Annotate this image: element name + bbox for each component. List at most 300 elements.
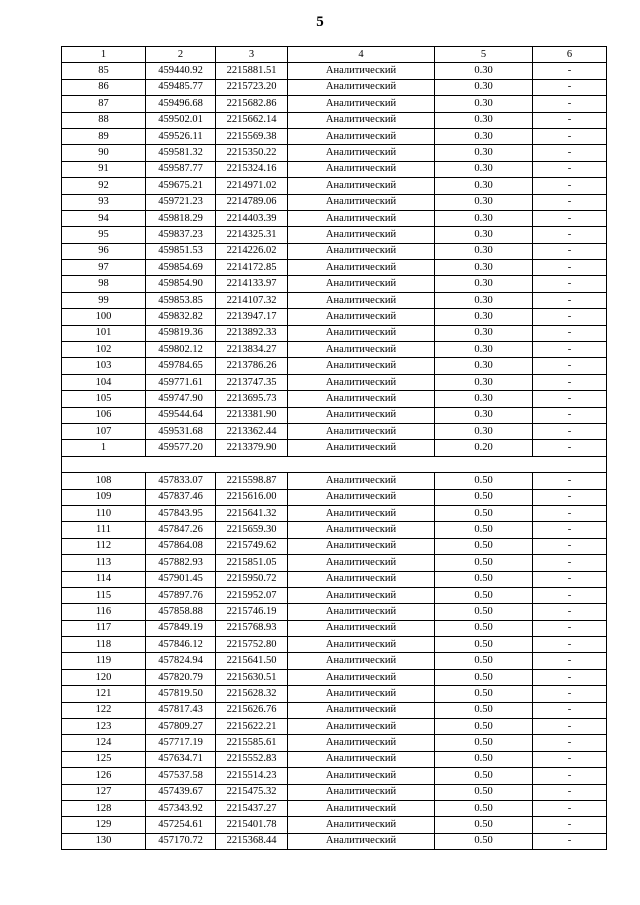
header-cell-method: 4 <box>288 47 435 63</box>
x-coordinate-cell: 457439.67 <box>146 784 216 800</box>
description-cell: - <box>533 145 607 161</box>
method-cell: Аналитический <box>288 423 435 439</box>
point-number-cell: 121 <box>62 686 146 702</box>
precision-cell: 0.30 <box>435 325 533 341</box>
point-number-cell: 100 <box>62 309 146 325</box>
table-row <box>62 833 607 849</box>
precision-cell: 0.30 <box>435 309 533 325</box>
precision-cell <box>435 456 533 472</box>
precision-cell: 0.30 <box>435 260 533 276</box>
point-number-cell: 90 <box>62 145 146 161</box>
point-number-cell: 105 <box>62 391 146 407</box>
table-row <box>62 292 607 308</box>
description-cell: - <box>533 342 607 358</box>
y-coordinate-cell: 2213379.90 <box>216 440 288 456</box>
y-coordinate-cell: 2215475.32 <box>216 784 288 800</box>
precision-cell: 0.30 <box>435 96 533 112</box>
method-cell: Аналитический <box>288 128 435 144</box>
method-cell: Аналитический <box>288 374 435 390</box>
table-row <box>62 391 607 407</box>
description-cell: - <box>533 686 607 702</box>
y-coordinate-cell: 2215749.62 <box>216 538 288 554</box>
description-cell: - <box>533 669 607 685</box>
precision-cell: 0.50 <box>435 719 533 735</box>
y-coordinate-cell: 2214403.39 <box>216 210 288 226</box>
y-coordinate-cell: 2213362.44 <box>216 423 288 439</box>
description-cell: - <box>533 702 607 718</box>
y-coordinate-cell: 2215752.80 <box>216 637 288 653</box>
method-cell: Аналитический <box>288 522 435 538</box>
table-row-separator <box>62 456 607 472</box>
description-cell: - <box>533 768 607 784</box>
x-coordinate-cell: 459818.29 <box>146 210 216 226</box>
precision-cell: 0.50 <box>435 604 533 620</box>
point-number-cell: 125 <box>62 751 146 767</box>
point-number-cell: 127 <box>62 784 146 800</box>
table-row <box>62 669 607 685</box>
point-number-cell: 118 <box>62 637 146 653</box>
table-row <box>62 702 607 718</box>
point-number-cell: 98 <box>62 276 146 292</box>
method-cell: Аналитический <box>288 669 435 685</box>
x-coordinate-cell: 459587.77 <box>146 161 216 177</box>
table-row <box>62 325 607 341</box>
description-cell: - <box>533 178 607 194</box>
method-cell: Аналитический <box>288 440 435 456</box>
method-cell: Аналитический <box>288 637 435 653</box>
x-coordinate-cell: 459832.82 <box>146 309 216 325</box>
x-coordinate-cell: 457846.12 <box>146 637 216 653</box>
precision-cell: 0.30 <box>435 112 533 128</box>
method-cell: Аналитический <box>288 833 435 849</box>
table-row <box>62 800 607 816</box>
x-coordinate-cell: 457847.26 <box>146 522 216 538</box>
y-coordinate-cell: 2215585.61 <box>216 735 288 751</box>
description-cell: - <box>533 620 607 636</box>
x-coordinate-cell: 459771.61 <box>146 374 216 390</box>
precision-cell: 0.30 <box>435 391 533 407</box>
table-row <box>62 620 607 636</box>
table-row <box>62 505 607 521</box>
table-row <box>62 751 607 767</box>
description-cell: - <box>533 358 607 374</box>
point-number-cell: 103 <box>62 358 146 374</box>
precision-cell: 0.50 <box>435 669 533 685</box>
y-coordinate-cell: 2214172.85 <box>216 260 288 276</box>
y-coordinate-cell: 2214107.32 <box>216 292 288 308</box>
table-row <box>62 735 607 751</box>
x-coordinate-cell: 459854.90 <box>146 276 216 292</box>
x-coordinate-cell: 457634.71 <box>146 751 216 767</box>
precision-cell: 0.30 <box>435 161 533 177</box>
y-coordinate-cell: 2213786.26 <box>216 358 288 374</box>
y-coordinate-cell: 2215950.72 <box>216 571 288 587</box>
x-coordinate-cell: 459675.21 <box>146 178 216 194</box>
table-row <box>62 194 607 210</box>
y-coordinate-cell: 2215626.76 <box>216 702 288 718</box>
x-coordinate-cell: 457717.19 <box>146 735 216 751</box>
precision-cell: 0.50 <box>435 735 533 751</box>
point-number-cell: 85 <box>62 63 146 79</box>
precision-cell: 0.30 <box>435 227 533 243</box>
description-cell: - <box>533 555 607 571</box>
precision-cell: 0.50 <box>435 555 533 571</box>
point-number-cell: 104 <box>62 374 146 390</box>
precision-cell: 0.50 <box>435 489 533 505</box>
description-cell: - <box>533 374 607 390</box>
method-cell: Аналитический <box>288 538 435 554</box>
method-cell: Аналитический <box>288 391 435 407</box>
point-number-cell: 1 <box>62 440 146 456</box>
description-cell: - <box>533 194 607 210</box>
table-row <box>62 260 607 276</box>
point-number-cell: 120 <box>62 669 146 685</box>
y-coordinate-cell: 2213381.90 <box>216 407 288 423</box>
point-number-cell: 106 <box>62 407 146 423</box>
point-number-cell: 112 <box>62 538 146 554</box>
method-cell: Аналитический <box>288 161 435 177</box>
table-row <box>62 96 607 112</box>
x-coordinate-cell: 459581.32 <box>146 145 216 161</box>
point-number-cell: 97 <box>62 260 146 276</box>
description-cell: - <box>533 653 607 669</box>
precision-cell: 0.50 <box>435 833 533 849</box>
point-number-cell: 111 <box>62 522 146 538</box>
y-coordinate-cell: 2214226.02 <box>216 243 288 259</box>
header-cell-x: 2 <box>146 47 216 63</box>
table-row <box>62 784 607 800</box>
point-number-cell: 126 <box>62 768 146 784</box>
point-number-cell: 123 <box>62 719 146 735</box>
precision-cell: 0.50 <box>435 473 533 489</box>
x-coordinate-cell: 457833.07 <box>146 473 216 489</box>
description-cell: - <box>533 538 607 554</box>
x-coordinate-cell: 457537.58 <box>146 768 216 784</box>
precision-cell: 0.30 <box>435 128 533 144</box>
description-cell: - <box>533 128 607 144</box>
precision-cell: 0.50 <box>435 505 533 521</box>
description-cell: - <box>533 440 607 456</box>
precision-cell: 0.50 <box>435 637 533 653</box>
table-row <box>62 178 607 194</box>
method-cell: Аналитический <box>288 96 435 112</box>
table-row <box>62 473 607 489</box>
x-coordinate-cell: 457819.50 <box>146 686 216 702</box>
y-coordinate-cell: 2214789.06 <box>216 194 288 210</box>
point-number-cell: 109 <box>62 489 146 505</box>
point-number-cell: 94 <box>62 210 146 226</box>
precision-cell: 0.30 <box>435 63 533 79</box>
description-cell: - <box>533 800 607 816</box>
precision-cell: 0.50 <box>435 768 533 784</box>
y-coordinate-cell: 2215641.50 <box>216 653 288 669</box>
y-coordinate-cell: 2213947.17 <box>216 309 288 325</box>
x-coordinate-cell: 459802.12 <box>146 342 216 358</box>
description-cell: - <box>533 161 607 177</box>
point-number-cell: 116 <box>62 604 146 620</box>
table-row <box>62 653 607 669</box>
x-coordinate-cell: 457817.43 <box>146 702 216 718</box>
table-row <box>62 555 607 571</box>
y-coordinate-cell: 2215662.14 <box>216 112 288 128</box>
y-coordinate-cell: 2215598.87 <box>216 473 288 489</box>
method-cell: Аналитический <box>288 604 435 620</box>
x-coordinate-cell: 459747.90 <box>146 391 216 407</box>
precision-cell: 0.30 <box>435 145 533 161</box>
y-coordinate-cell: 2215401.78 <box>216 817 288 833</box>
description-cell: - <box>533 817 607 833</box>
point-number-cell: 117 <box>62 620 146 636</box>
method-cell: Аналитический <box>288 555 435 571</box>
method-cell: Аналитический <box>288 358 435 374</box>
y-coordinate-cell: 2215368.44 <box>216 833 288 849</box>
description-cell: - <box>533 719 607 735</box>
description-cell: - <box>533 260 607 276</box>
x-coordinate-cell: 457254.61 <box>146 817 216 833</box>
method-cell: Аналитический <box>288 145 435 161</box>
point-number-cell: 95 <box>62 227 146 243</box>
x-coordinate-cell: 459502.01 <box>146 112 216 128</box>
x-coordinate-cell: 457837.46 <box>146 489 216 505</box>
point-number-cell: 96 <box>62 243 146 259</box>
method-cell: Аналитический <box>288 325 435 341</box>
y-coordinate-cell: 2215552.83 <box>216 751 288 767</box>
description-cell: - <box>533 587 607 603</box>
x-coordinate-cell: 459531.68 <box>146 423 216 439</box>
description-cell: - <box>533 112 607 128</box>
x-coordinate-cell: 457882.93 <box>146 555 216 571</box>
description-cell: - <box>533 735 607 751</box>
precision-cell: 0.50 <box>435 620 533 636</box>
x-coordinate-cell: 459577.20 <box>146 440 216 456</box>
method-cell: Аналитический <box>288 702 435 718</box>
method-cell <box>288 456 435 472</box>
table-row <box>62 817 607 833</box>
precision-cell: 0.50 <box>435 686 533 702</box>
y-coordinate-cell: 2215768.93 <box>216 620 288 636</box>
x-coordinate-cell: 457809.27 <box>146 719 216 735</box>
point-number-cell: 108 <box>62 473 146 489</box>
method-cell: Аналитический <box>288 620 435 636</box>
point-number-cell: 92 <box>62 178 146 194</box>
table-row <box>62 128 607 144</box>
x-coordinate-cell: 457343.92 <box>146 800 216 816</box>
method-cell: Аналитический <box>288 653 435 669</box>
precision-cell: 0.30 <box>435 374 533 390</box>
point-number-cell: 86 <box>62 79 146 95</box>
method-cell: Аналитический <box>288 719 435 735</box>
header-row <box>62 47 607 63</box>
table-row <box>62 522 607 538</box>
page-number: 5 <box>316 14 324 30</box>
method-cell: Аналитический <box>288 178 435 194</box>
precision-cell: 0.50 <box>435 587 533 603</box>
description-cell: - <box>533 473 607 489</box>
method-cell: Аналитический <box>288 784 435 800</box>
x-coordinate-cell: 459853.85 <box>146 292 216 308</box>
precision-cell: 0.30 <box>435 407 533 423</box>
description-cell: - <box>533 751 607 767</box>
table-row <box>62 423 607 439</box>
description-cell: - <box>533 210 607 226</box>
y-coordinate-cell: 2215881.51 <box>216 63 288 79</box>
point-number-cell: 91 <box>62 161 146 177</box>
x-coordinate-cell: 457864.08 <box>146 538 216 554</box>
table-row <box>62 374 607 390</box>
y-coordinate-cell: 2215350.22 <box>216 145 288 161</box>
y-coordinate-cell: 2215514.23 <box>216 768 288 784</box>
point-number-cell: 130 <box>62 833 146 849</box>
x-coordinate-cell: 459440.92 <box>146 63 216 79</box>
precision-cell: 0.50 <box>435 653 533 669</box>
precision-cell: 0.50 <box>435 784 533 800</box>
x-coordinate-cell: 457858.88 <box>146 604 216 620</box>
method-cell: Аналитический <box>288 112 435 128</box>
precision-cell: 0.50 <box>435 702 533 718</box>
y-coordinate-cell: 2214133.97 <box>216 276 288 292</box>
y-coordinate-cell: 2215569.38 <box>216 128 288 144</box>
point-number-cell: 110 <box>62 505 146 521</box>
point-number-cell: 119 <box>62 653 146 669</box>
x-coordinate-cell: 459544.64 <box>146 407 216 423</box>
description-cell: - <box>533 522 607 538</box>
precision-cell: 0.30 <box>435 276 533 292</box>
method-cell: Аналитический <box>288 571 435 587</box>
description-cell: - <box>533 637 607 653</box>
header-cell-description: 6 <box>533 47 607 63</box>
x-coordinate-cell: 459851.53 <box>146 243 216 259</box>
x-coordinate-cell: 457820.79 <box>146 669 216 685</box>
y-coordinate-cell: 2215622.21 <box>216 719 288 735</box>
precision-cell: 0.50 <box>435 522 533 538</box>
table-row <box>62 637 607 653</box>
description-cell: - <box>533 243 607 259</box>
table-row <box>62 440 607 456</box>
table-row <box>62 358 607 374</box>
y-coordinate-cell: 2215723.20 <box>216 79 288 95</box>
precision-cell: 0.30 <box>435 342 533 358</box>
precision-cell: 0.30 <box>435 358 533 374</box>
x-coordinate-cell: 459496.68 <box>146 96 216 112</box>
x-coordinate-cell: 459837.23 <box>146 227 216 243</box>
x-coordinate-cell: 459854.69 <box>146 260 216 276</box>
description-cell: - <box>533 325 607 341</box>
method-cell: Аналитический <box>288 342 435 358</box>
point-number-cell: 89 <box>62 128 146 144</box>
point-number-cell: 124 <box>62 735 146 751</box>
table-row <box>62 407 607 423</box>
description-cell: - <box>533 604 607 620</box>
point-number-cell: 102 <box>62 342 146 358</box>
precision-cell: 0.50 <box>435 817 533 833</box>
description-cell: - <box>533 423 607 439</box>
table-row <box>62 161 607 177</box>
table-row <box>62 571 607 587</box>
x-coordinate-cell: 459526.11 <box>146 128 216 144</box>
description-cell: - <box>533 79 607 95</box>
point-number-cell: 113 <box>62 555 146 571</box>
y-coordinate-cell: 2215851.05 <box>216 555 288 571</box>
method-cell: Аналитический <box>288 800 435 816</box>
precision-cell: 0.30 <box>435 292 533 308</box>
x-coordinate-cell: 457170.72 <box>146 833 216 849</box>
table-row <box>62 210 607 226</box>
precision-cell: 0.30 <box>435 79 533 95</box>
description-cell: - <box>533 505 607 521</box>
point-number-cell: 115 <box>62 587 146 603</box>
y-coordinate-cell: 2213834.27 <box>216 342 288 358</box>
table-row <box>62 243 607 259</box>
point-number-cell: 129 <box>62 817 146 833</box>
header-cell-y: 3 <box>216 47 288 63</box>
x-coordinate-cell: 457843.95 <box>146 505 216 521</box>
y-coordinate-cell: 2215630.51 <box>216 669 288 685</box>
y-coordinate-cell: 2213892.33 <box>216 325 288 341</box>
header-cell-precision: 5 <box>435 47 533 63</box>
precision-cell: 0.30 <box>435 243 533 259</box>
x-coordinate-cell: 457897.76 <box>146 587 216 603</box>
x-coordinate-cell: 457849.19 <box>146 620 216 636</box>
point-number-cell: 88 <box>62 112 146 128</box>
precision-cell: 0.50 <box>435 800 533 816</box>
precision-cell: 0.20 <box>435 440 533 456</box>
method-cell: Аналитический <box>288 63 435 79</box>
description-cell: - <box>533 489 607 505</box>
y-coordinate-cell: 2215628.32 <box>216 686 288 702</box>
precision-cell: 0.50 <box>435 571 533 587</box>
point-number-cell: 87 <box>62 96 146 112</box>
method-cell: Аналитический <box>288 194 435 210</box>
precision-cell: 0.50 <box>435 751 533 767</box>
precision-cell: 0.30 <box>435 194 533 210</box>
method-cell: Аналитический <box>288 505 435 521</box>
y-coordinate-cell: 2215616.00 <box>216 489 288 505</box>
method-cell: Аналитический <box>288 768 435 784</box>
x-coordinate-cell: 459721.23 <box>146 194 216 210</box>
coordinates-table <box>61 46 607 850</box>
precision-cell: 0.30 <box>435 210 533 226</box>
point-number-cell: 114 <box>62 571 146 587</box>
method-cell: Аналитический <box>288 489 435 505</box>
y-coordinate-cell <box>216 456 288 472</box>
method-cell: Аналитический <box>288 751 435 767</box>
x-coordinate-cell: 459485.77 <box>146 79 216 95</box>
y-coordinate-cell: 2215641.32 <box>216 505 288 521</box>
description-cell: - <box>533 63 607 79</box>
y-coordinate-cell: 2215682.86 <box>216 96 288 112</box>
precision-cell: 0.30 <box>435 178 533 194</box>
table-row <box>62 309 607 325</box>
y-coordinate-cell: 2215324.16 <box>216 161 288 177</box>
point-number-cell: 122 <box>62 702 146 718</box>
x-coordinate-cell: 459819.36 <box>146 325 216 341</box>
table-row <box>62 227 607 243</box>
method-cell: Аналитический <box>288 260 435 276</box>
method-cell: Аналитический <box>288 79 435 95</box>
precision-cell: 0.50 <box>435 538 533 554</box>
method-cell: Аналитический <box>288 817 435 833</box>
description-cell: - <box>533 407 607 423</box>
table-row <box>62 719 607 735</box>
description-cell: - <box>533 391 607 407</box>
table-row <box>62 686 607 702</box>
y-coordinate-cell: 2213747.35 <box>216 374 288 390</box>
table-row <box>62 112 607 128</box>
description-cell: - <box>533 276 607 292</box>
table-row <box>62 768 607 784</box>
table-row <box>62 587 607 603</box>
description-cell: - <box>533 292 607 308</box>
